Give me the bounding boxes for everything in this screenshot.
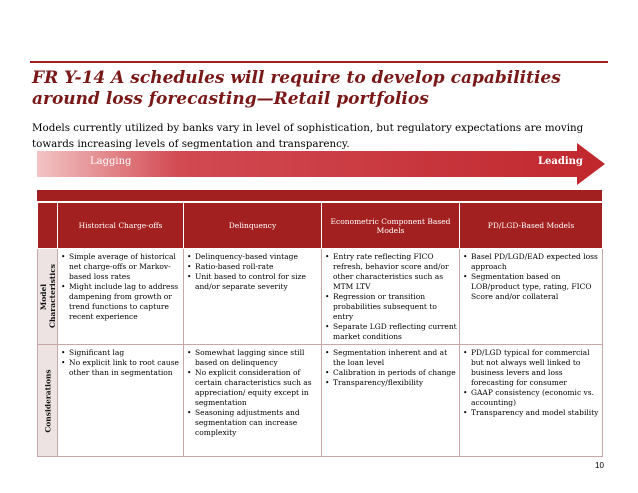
list-item: • Segmentation based on LOB/product type, rating, FICO Score and/or collateral (471, 272, 600, 302)
list-item: • GAAP consistency (economic vs. accounting) (471, 388, 600, 408)
list-item: • Calibration in periods of change (333, 368, 457, 378)
table-row (38, 345, 603, 457)
list-item: • No explicit consideration of certain characteristics such as appreciation/ equity except in segmentation (195, 368, 319, 408)
list-item: • Simple average of historical net charge-offs or Markov-based loss rates (69, 252, 181, 282)
table-cell (460, 249, 603, 345)
list-item: • Transparency/flexibility (333, 378, 457, 388)
table-cell (58, 345, 184, 457)
list-item: • PD/LGD typical for commercial but not always well linked to business levers and loss forecasting for consumer (471, 348, 600, 388)
row-header-label: Model Characteristics (38, 263, 57, 328)
list-item: • Might include lag to address dampening from growth or trend functions to capture recent experience (69, 282, 181, 322)
lagging-label: Lagging (90, 156, 132, 167)
list-item: • Ratio-based roll-rate (195, 262, 319, 272)
table-cell (58, 249, 184, 345)
row-header-label: Considerations (43, 368, 52, 433)
row-header (38, 249, 58, 345)
table-corner-cell (38, 203, 58, 249)
row-header (38, 345, 58, 457)
table-cell (460, 345, 603, 457)
list-item: • Unit based to control for size and/or separate severity (195, 272, 319, 292)
table-row (38, 249, 603, 345)
table-cell (322, 345, 460, 457)
column-header: Delinquency (184, 203, 322, 249)
table-header-row (38, 203, 603, 249)
list-item: • Seasoning adjustments and segmentation can increase complexity (195, 408, 319, 438)
list-item: • Transparency and model stability (471, 408, 600, 418)
model-comparison-table (37, 190, 602, 457)
page-number: 10 (595, 461, 604, 470)
table-cell (322, 249, 460, 345)
list-item: • No explicit link to root cause other than in segmentation (69, 358, 181, 378)
list-item: • Delinquency-based vintage (195, 252, 319, 262)
table-cell (184, 345, 322, 457)
list-item: • Regression or transition probabilities subsequent to entry (333, 292, 457, 322)
list-item: • Somewhat lagging since still based on delinquency (195, 348, 319, 368)
table-header-strip (37, 190, 602, 202)
list-item: • Significant lag (69, 348, 181, 358)
list-item: • Entry rate reflecting FICO refresh, behavior score and/or other characteristics such as MTM LTV (333, 252, 457, 292)
title-rule (30, 61, 608, 63)
list-item: • Segmentation inherent and at the loan level (333, 348, 457, 368)
column-header: PD/LGD-Based Models (460, 203, 603, 249)
page-subtitle: Models currently utilized by banks vary in level of sophistication, but regulatory expectations are moving towards increasing levels of segmentation and transparency. (32, 122, 584, 150)
column-header: Econometric Component Based Models (322, 203, 460, 249)
table-cell (184, 249, 322, 345)
list-item: • Basel PD/LGD/EAD expected loss approach (471, 252, 600, 272)
list-item: • Separate LGD reflecting current market conditions (333, 322, 457, 342)
column-header: Historical Charge-offs (58, 203, 184, 249)
page-title: FR Y-14 A schedules will require to develop capabilities around loss forecasting—Retail portfolios (32, 68, 561, 109)
leading-label: Leading (538, 156, 583, 167)
